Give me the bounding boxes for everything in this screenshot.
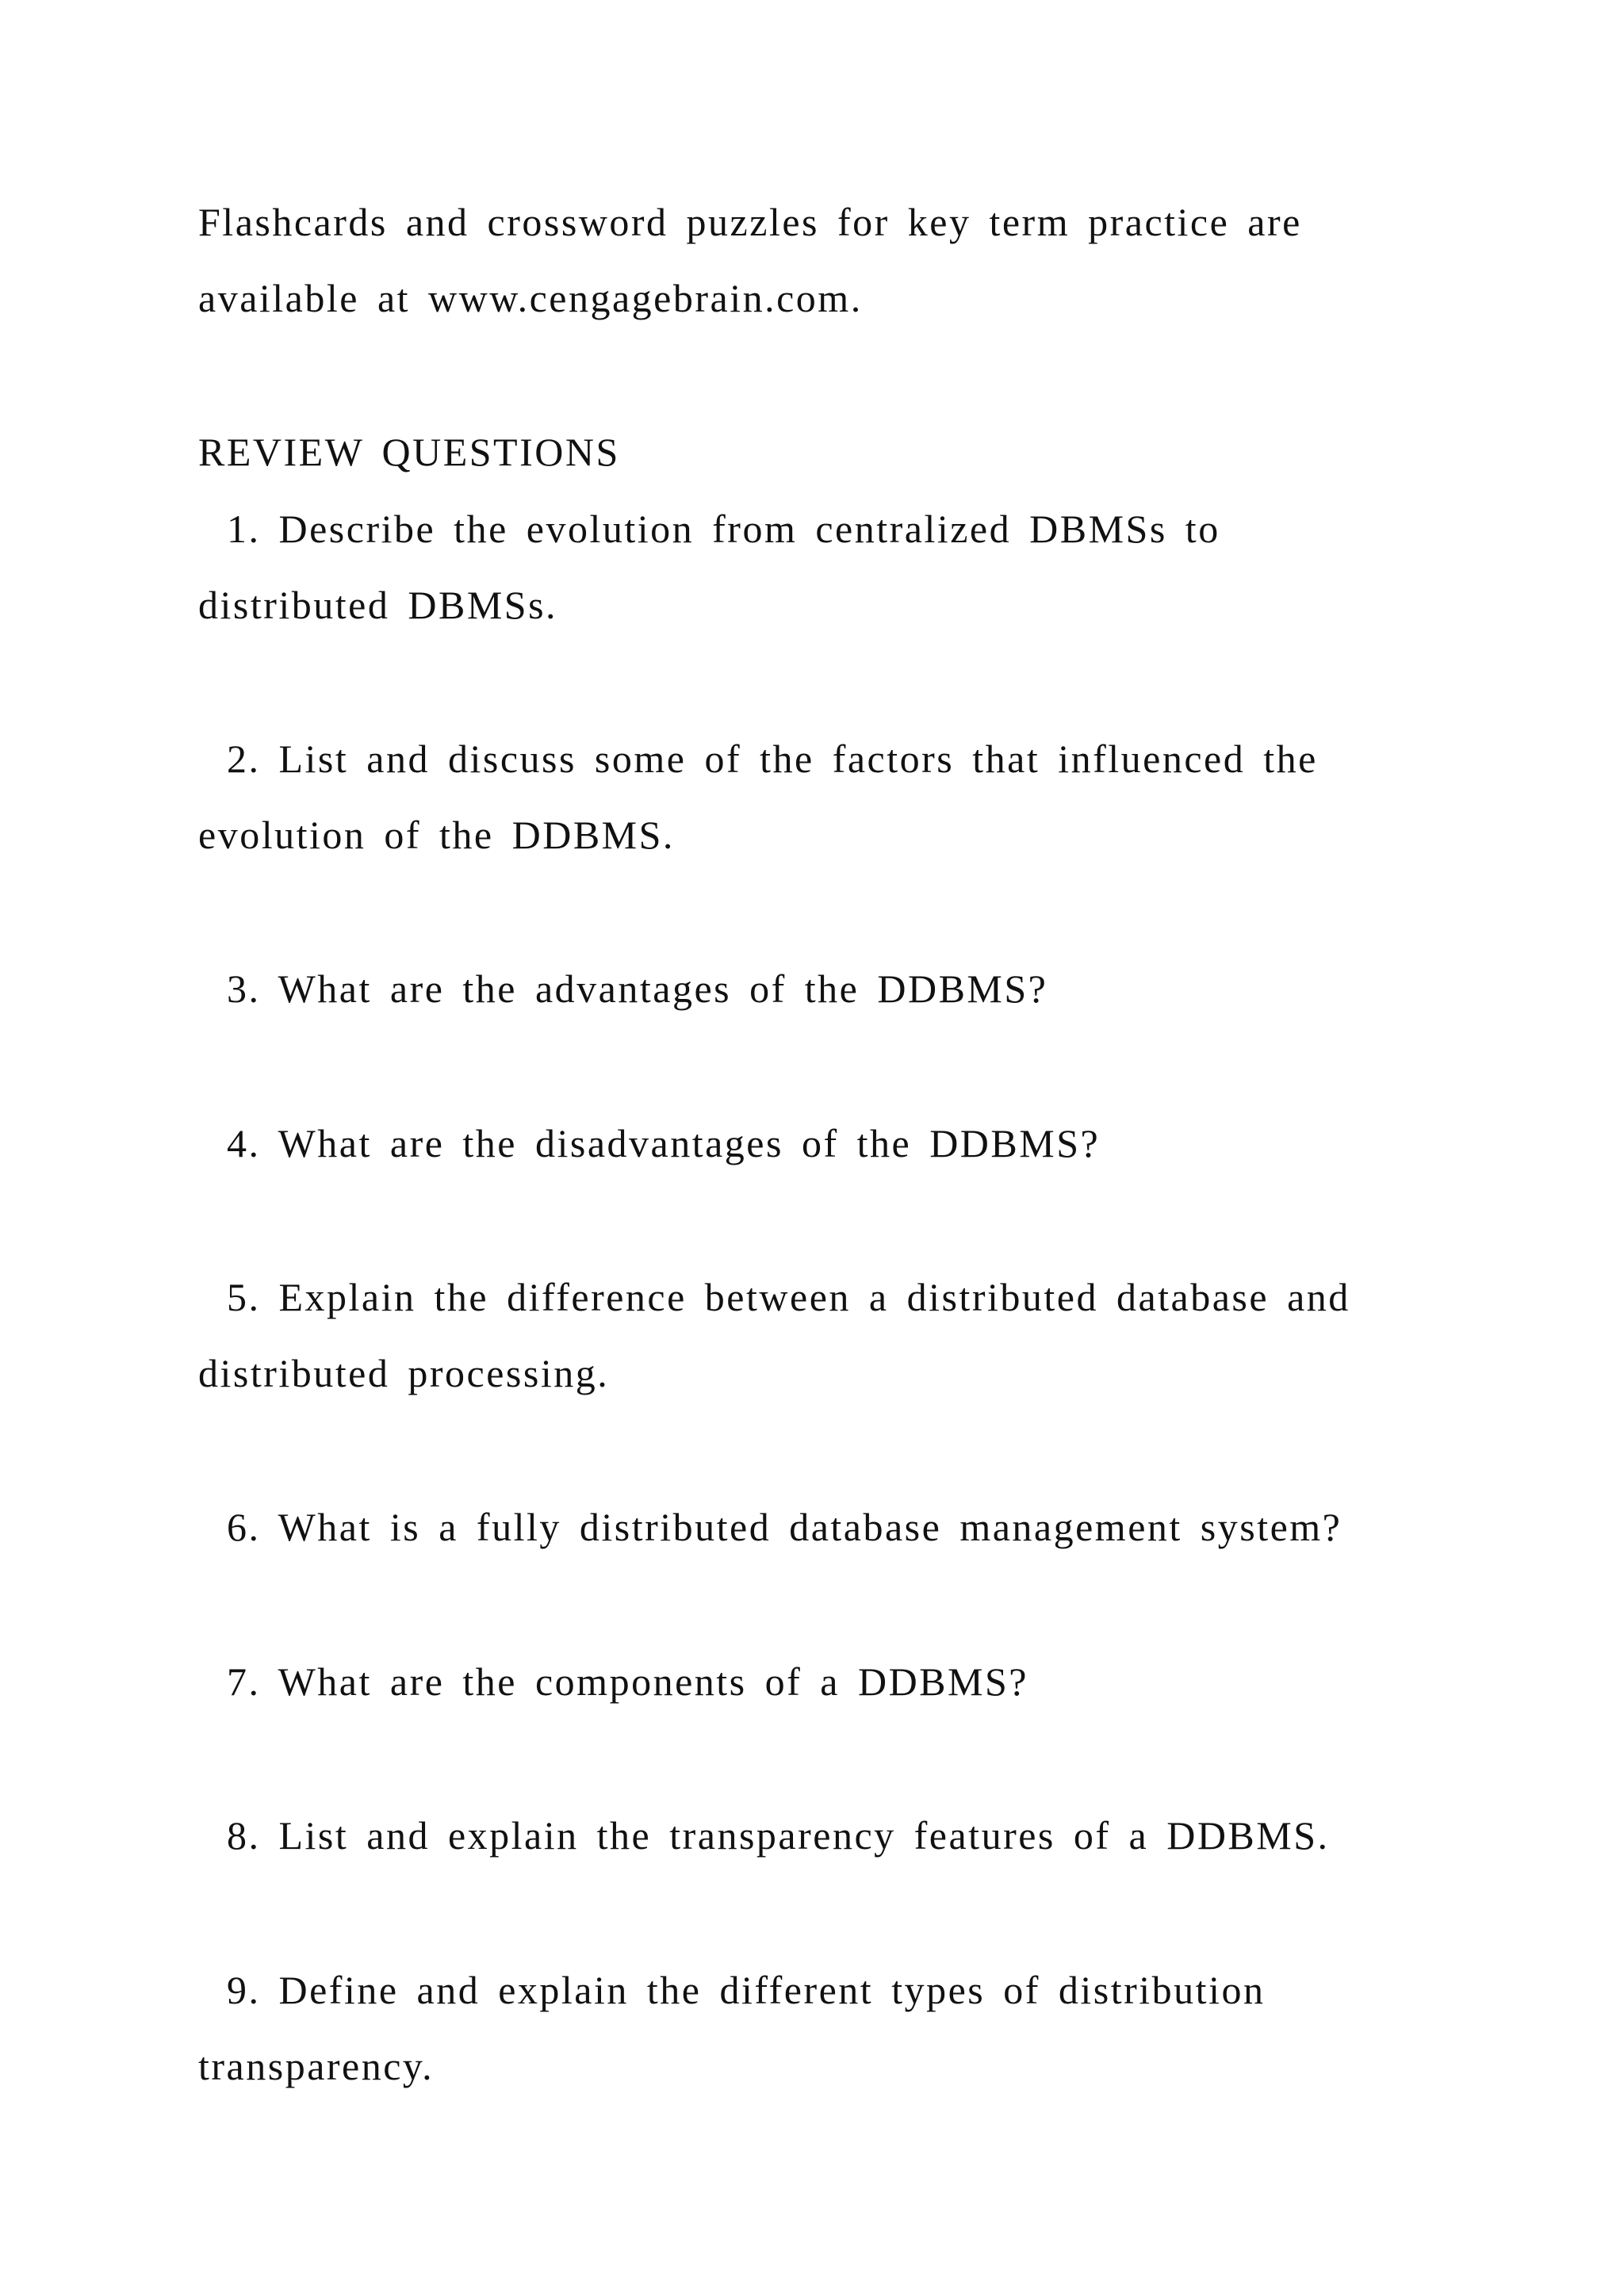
question-1-continued: distributed DBMSs. [198,583,558,627]
question-2: 2. List and discuss some of the factors that influenced the [227,737,1318,781]
question-4: 4. What are the disadvantages of the DDBMS? [227,1121,1101,1165]
question-3: 3. What are the advantages of the DDBMS? [227,966,1048,1011]
question-9: 9. Define and explain the different types of distribution [227,1968,1266,2012]
question-1: 1. Describe the evolution from centralized DBMSs to [227,507,1220,551]
question-7: 7. What are the components of a DDBMS? [227,1659,1028,1704]
section-heading: REVIEW QUESTIONS [198,430,620,474]
question-5: 5. Explain the difference between a distributed database and [227,1275,1350,1319]
question-9-continued: transparency. [198,2044,435,2088]
intro-text-line-2: available at www.cengagebrain.com. [198,276,863,320]
question-8: 8. List and explain the transparency features of a DDBMS. [227,1813,1330,1858]
intro-text-line-1: Flashcards and crossword puzzles for key term practice are [198,200,1302,244]
question-6: 6. What is a fully distributed database management system? [227,1505,1342,1549]
question-2-continued: evolution of the DDBMS. [198,813,675,857]
question-5-continued: distributed processing. [198,1351,610,1395]
